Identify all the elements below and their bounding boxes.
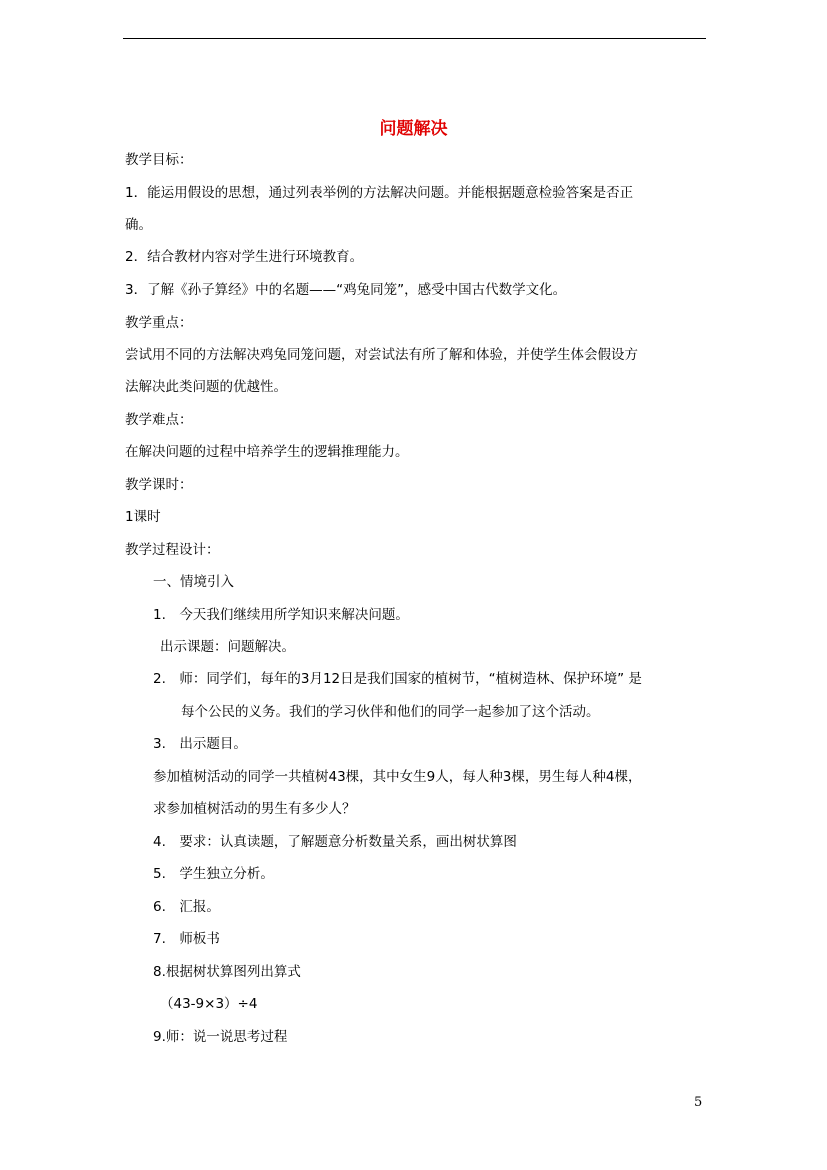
text-line: 4. 要求：认真读题，了解题意分析数量关系，画出树状算图 [153,834,517,850]
text-line: 2．结合教材内容对学生进行环境教育。 [125,249,364,265]
text-line: 法解决此类问题的优越性。 [125,379,287,395]
text-line: 8.根据树状算图列出算式 [153,964,301,980]
text-line: 教学目标： [125,152,193,168]
text-line: 1课时 [125,509,161,525]
text-line: 教学难点： [125,412,193,428]
text-line: 求参加植树活动的男生有多少人？ [153,801,356,817]
text-line: 出示课题：问题解决。 [160,639,295,655]
text-line: 2. 师：同学们，每年的3月12日是我们国家的植树节，“植树造林、保护环境” 是 [153,671,642,687]
text-line: 一、情境引入 [153,574,234,590]
text-line: 教学课时： [125,477,193,493]
header-rule [123,38,706,39]
text-line: 3．了解《孙子算经》中的名题——“鸡兔同笼”，感受中国古代数学文化。 [125,282,567,298]
text-line: 教学过程设计： [125,542,220,558]
text-line: 3. 出示题目。 [153,736,247,752]
text-line: 参加植树活动的同学一共植树43棵，其中女生9人，每人种3棵，男生每人种4棵， [153,769,642,785]
formula-line: （43-9×3）÷4 [160,996,258,1012]
text-line: 确。 [125,217,152,233]
text-line: 1. 今天我们继续用所学知识来解决问题。 [153,607,409,623]
text-line: 5. 学生独立分析。 [153,866,274,882]
text-line: 教学重点： [125,315,193,331]
text-line: 每个公民的义务。我们的学习伙伴和他们的同学一起参加了这个活动。 [181,704,600,720]
text-line: 1．能运用假设的思想，通过列表举例的方法解决问题。并能根据题意检验答案是否正 [125,185,634,201]
text-line: 在解决问题的过程中培养学生的逻辑推理能力。 [125,444,409,460]
page-number: 5 [694,1095,703,1110]
text-line: 7. 师板书 [153,931,220,947]
text-line: 6. 汇报。 [153,899,220,915]
document-title: 问题解决 [379,119,448,139]
text-line: 9.师：说一说思考过程 [153,1029,288,1045]
text-line: 尝试用不同的方法解决鸡兔同笼问题，对尝试法有所了解和体验，并使学生体会假设方 [125,347,638,363]
